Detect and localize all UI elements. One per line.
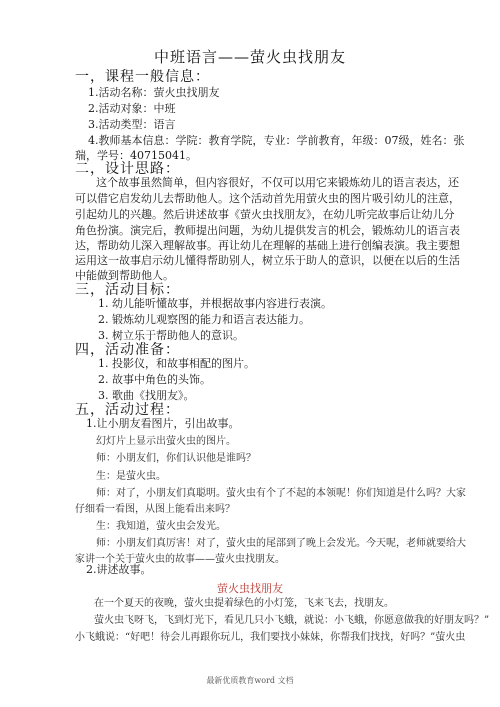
objective-item: 2. 锻炼幼儿观察图的能力和语言表达能力。 bbox=[98, 313, 310, 326]
story-title: 萤火虫找朋友 bbox=[217, 582, 283, 595]
objective-item: 1. 幼儿能听懂故事，并根据故事内容进行表演。 bbox=[98, 297, 332, 310]
preparation-item: 3. 歌曲《找朋友》。 bbox=[98, 389, 195, 402]
story-line: 萤火虫飞呀飞，飞到灯光下，看见几只小飞蛾，就说：小飞蛾，你愿意做我的好朋友吗？” bbox=[94, 615, 490, 626]
document-title: 中班语言——萤火虫找朋友 bbox=[153, 48, 346, 66]
process-line: 师：小朋友们真厉害！对了，萤火虫的尾部到了晚上会发光。今天呢，老师就要给大 bbox=[96, 538, 466, 549]
process-line: 生：是萤火虫。 bbox=[96, 471, 166, 482]
course-info-line: 1.活动名称：萤火虫找朋友 bbox=[88, 86, 220, 99]
course-info-line: 4.教师基本信息：学院：教育学院，专业：学前教育，年级：07级，姓名：张 bbox=[88, 134, 465, 147]
process-step: 2.讲述故事。 bbox=[86, 563, 152, 576]
design-idea-line: 中能做到帮助他人。 bbox=[75, 269, 174, 282]
process-line: 幻灯片上显示出萤火虫的图片。 bbox=[96, 436, 236, 447]
objective-item: 3. 树立乐于帮助他人的意识。 bbox=[98, 329, 244, 342]
section-heading-process: 五，活动过程： bbox=[75, 402, 180, 418]
design-idea-line: 达，帮助幼儿深入理解故事。再让幼儿在理解的基础上进行创编表演。我主要想 bbox=[75, 239, 460, 252]
section-heading-objectives: 三，活动目标： bbox=[75, 282, 180, 298]
process-step: 1.让小朋友看图片，引出故事。 bbox=[86, 417, 240, 430]
design-idea-line: 角色扮演。演完后，教师提出问题，为幼儿提供发言的机会，锻炼幼儿的语言表 bbox=[75, 224, 460, 237]
design-idea-line: 运用这一故事启示幼儿懂得帮助别人，树立乐于助人的意识，以便在以后的生活 bbox=[75, 254, 460, 267]
section-heading-preparation: 四，活动准备： bbox=[75, 342, 180, 358]
process-line: 生：我知道，萤火虫会发光。 bbox=[96, 521, 226, 532]
course-info-line: 2.活动对象：中班 bbox=[88, 102, 176, 115]
preparation-item: 1. 投影仪，和故事相配的图片。 bbox=[98, 357, 255, 370]
preparation-item: 2. 故事中角色的头饰。 bbox=[98, 373, 211, 386]
design-idea-line: 引起幼儿的兴趣。然后讲述故事《萤火虫找朋友》，在幼儿听完故事后让幼儿分 bbox=[75, 208, 455, 221]
process-line: 仔细看一看图，从图上能看出来吗？ bbox=[75, 504, 235, 515]
process-line: 师：对了，小朋友们真聪明。萤火虫有个了不起的本领呢！你们知道是什么吗？大家 bbox=[96, 488, 466, 499]
page-footer: 最新优质教育word 文档 bbox=[206, 676, 294, 685]
story-line: 在一个夏天的夜晚，萤火虫提着绿色的小灯笼，飞来飞去，找朋友。 bbox=[94, 598, 394, 609]
story-line: 小飞蛾说：“好吧！待会儿再跟你玩儿，我们要找小妹妹，你帮我们找找，好吗？”萤火虫 bbox=[75, 632, 466, 643]
design-idea-line: 可以借它启发幼儿去帮助他人。这个活动首先用萤火虫的图片吸引幼儿的注意， bbox=[75, 192, 460, 205]
section-heading-course-info: 一，课程一般信息： bbox=[75, 69, 210, 85]
process-line: 家讲一个关于萤火虫的故事——萤火虫找朋友。 bbox=[75, 554, 285, 565]
section-heading-design-idea: 二，设计思路： bbox=[75, 161, 180, 177]
process-line: 师：小朋友们，你们认识他是谁吗？ bbox=[96, 453, 256, 464]
design-idea-line: 这个故事虽然简单，但内容很好，不仅可以用它来锻炼幼儿的语言表达，还 bbox=[96, 176, 459, 189]
course-info-line: 3.活动类型：语言 bbox=[88, 118, 176, 131]
course-info-line: 瑞，学号：40715041。 bbox=[75, 149, 197, 162]
